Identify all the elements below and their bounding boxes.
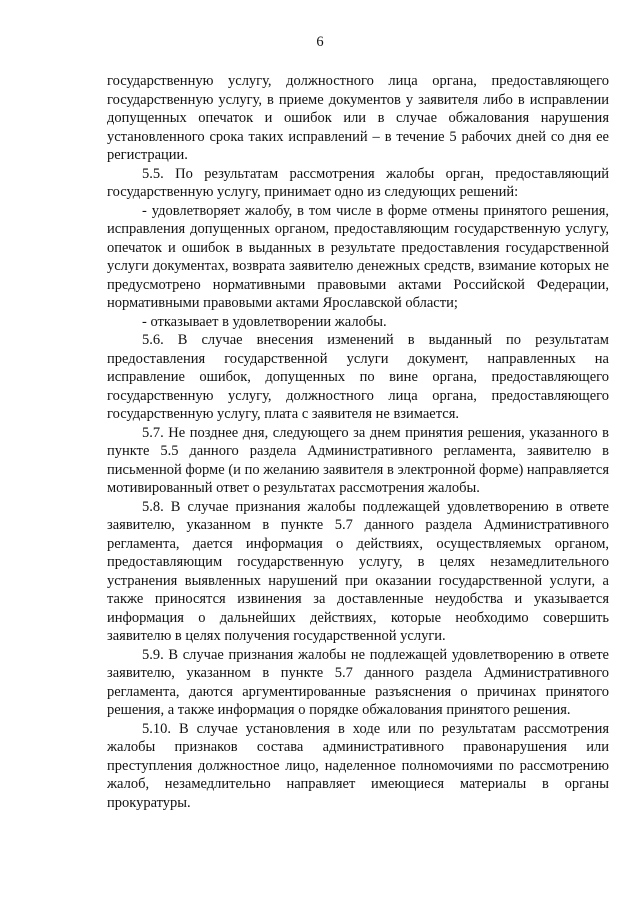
paragraph-5-9: 5.9. В случае признания жалобы не подлежащей удовлетворению в ответе заявителю, указанном в пункте 5.7 данного раздела Административного регламента, даются аргументированные разъяснения о причинах принятого решения, а также информация о порядке обжалования принятого решения.	[107, 646, 609, 718]
paragraph-5-5-option-satisfy: - удовлетворяет жалобу, в том числе в форме отмены принятого решения, исправления допущенных органом, предоставляющим государственную услугу, опечаток и ошибок в выданных в результате предоставления государственной услуги документах, возврата заявителю денежных средств, взимание которых не предусмотрено нормативными правовыми актами Российской Федерации, нормативными правовыми актами Ярославской области;	[107, 202, 609, 311]
paragraph-5-10: 5.10. В случае установления в ходе или по результатам рассмотрения жалобы признаков состава административного правонарушения или преступления должностное лицо, наделенное полномочиями по рассмотрению жалоб, незамедлительно направляет имеющиеся материалы в органы прокуратуры.	[107, 720, 609, 811]
paragraph-continuation: государственную услугу, должностного лица органа, предоставляющего государственную услугу, в приеме документов у заявителя либо в исправлении допущенных опечаток и ошибок или в случае обжалования нарушения установленного срока таких исправлений – в течение 5 рабочих дней со дня ее регистрации.	[107, 73, 609, 163]
paragraph-5-5: 5.5. По результатам рассмотрения жалобы орган, предоставляющий государственную услугу, принимает одно из следующих решений:	[107, 165, 609, 200]
page-number: 6	[316, 34, 324, 50]
paragraph-5-6: 5.6. В случае внесения изменений в выданный по результатам предоставления государственной услуги документ, направленных на исправление ошибок, допущенных по вине органа, предоставляющего государственную услугу, должностного лица органа, предоставляющего государственную услугу, плата с заявителя не взимается.	[107, 332, 609, 422]
paragraph-5-7: 5.7. Не позднее дня, следующего за днем принятия решения, указанного в пункте 5.5 данного раздела Административного регламента, заявителю в письменной форме (и по желанию заявителя в электронной форме) направляется мотивированный ответ о результатах рассмотрения жалобы.	[107, 424, 609, 496]
paragraph-5-5-option-refuse: - отказывает в удовлетворении жалобы.	[142, 313, 387, 330]
document-body	[107, 72, 609, 812]
paragraph-5-8: 5.8. В случае признания жалобы подлежащей удовлетворению в ответе заявителю, указанном в пункте 5.7 данного раздела Административного регламента, дается информация о действиях, осуществляемых органом, предоставляющим государственную услугу, в целях незамедлительного устранения выявленных нарушений при оказании государственной услуги, а также приносятся извинения за доставленные неудобства и указывается информация о дальнейших действиях, которые необходимо совершить заявителю в целях получения государственной услуги.	[107, 498, 609, 644]
